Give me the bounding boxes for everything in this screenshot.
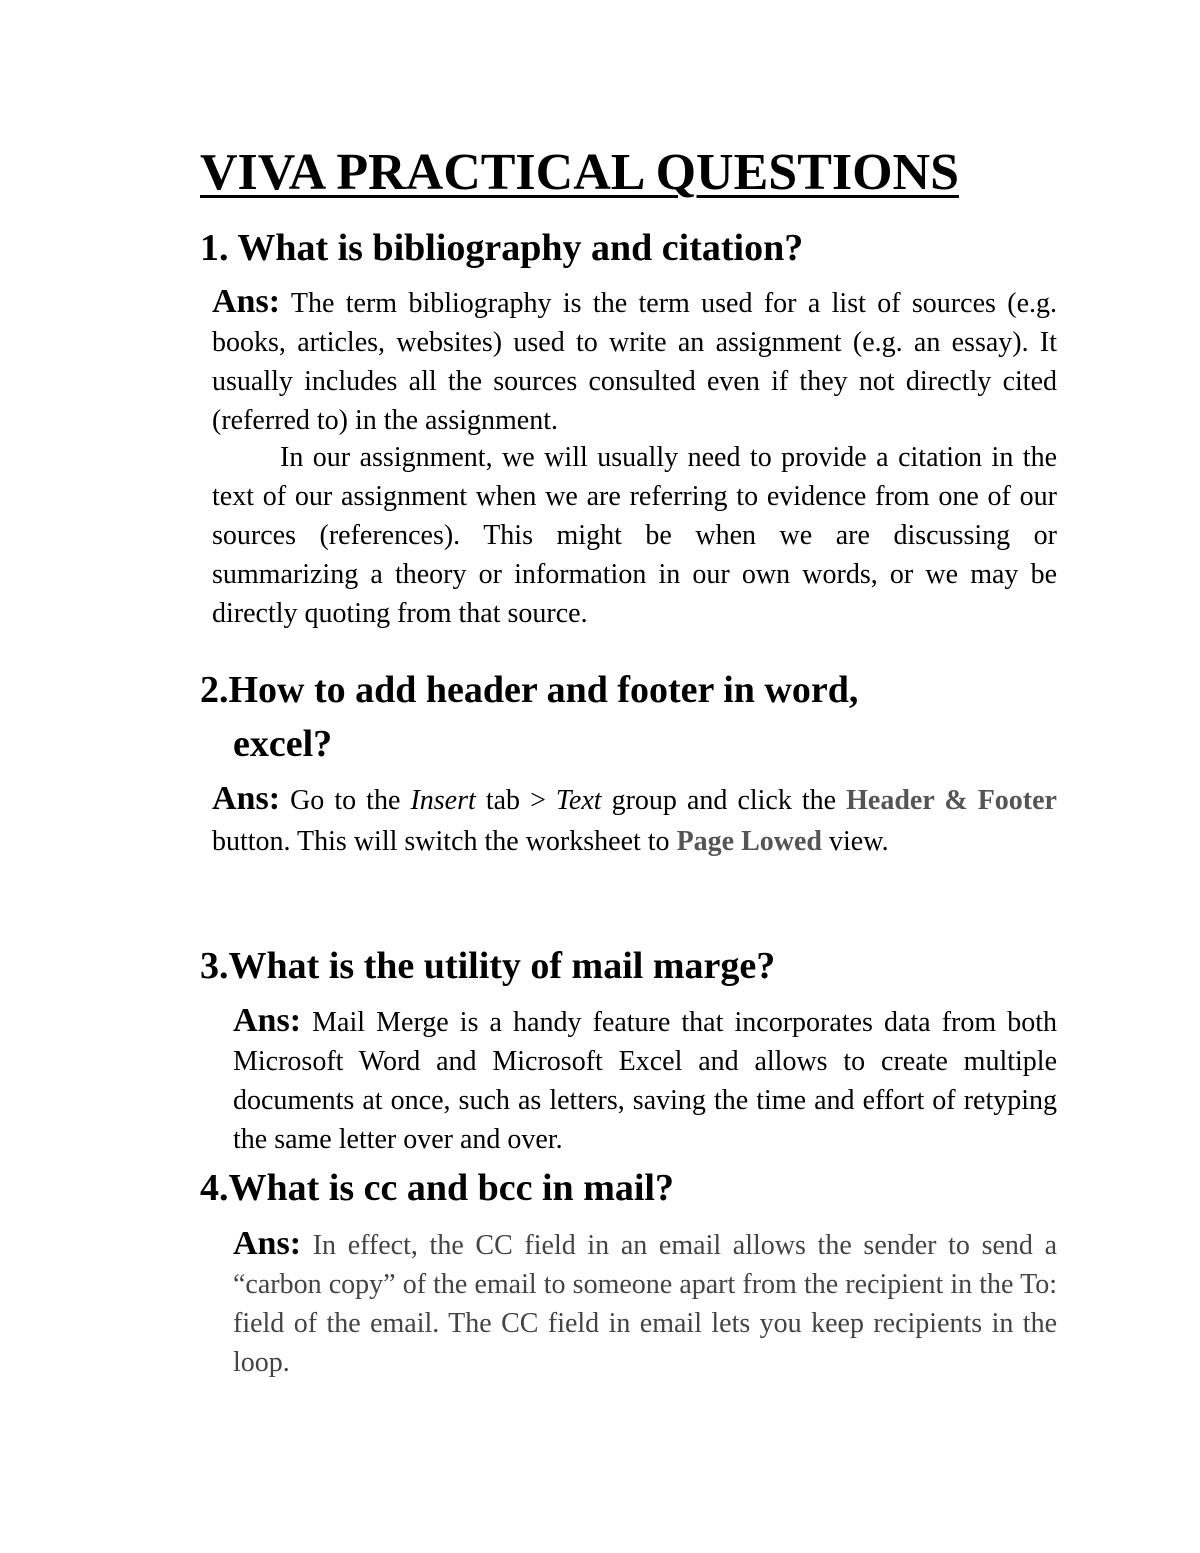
answer-text: button. This will switch the worksheet to [212, 826, 670, 857]
question-number: 2. [200, 669, 229, 711]
question-number: 1. [200, 227, 229, 269]
question-text: How to add header and footer in word, [228, 669, 859, 711]
question-text: excel? [233, 723, 333, 765]
question-text: What is cc and bcc in mail? [228, 1167, 674, 1209]
answer-label: Ans: [233, 1002, 302, 1039]
page-title: VIVA PRACTICAL QUESTIONS [200, 144, 960, 201]
question-text: What is bibliography and citation? [237, 227, 804, 269]
answer-label: Ans: [212, 283, 281, 320]
answer-1-paragraph-2 [212, 438, 1057, 633]
answer-paragraph: The term bibliography is the term used for a list of sources (e.g. books, articles, websites) used to write an assignment (e.g. an essay). It usually includes all the sources consulted even if they not directly cited (referred to) in the assignment. [212, 288, 1057, 436]
answer-paragraph: Mail Merge is a handy feature that incorporates data from both Microsoft Word and Microsoft Excel and allows to create multiple documents at once, such as letters, saving the time and effort of retyping the same letter over and over. [233, 1007, 1058, 1155]
text-group-ref: Text [555, 785, 602, 816]
question-2 [200, 662, 858, 718]
page-layout-ref: Page Lowed [676, 826, 822, 857]
answer-1 [212, 282, 1057, 440]
answer-text: Go to the [290, 785, 401, 816]
answer-paragraph: In our assignment, we will usually need to provide a citation in the text of our assignment when we are referring to evidence from one of our sources (references). This might be when we are discussing or summarizing a theory or information in our own words, or we may be directly quoting from that source. [212, 442, 1057, 629]
question-number: 3. [200, 945, 229, 987]
answer-4 [233, 1224, 1057, 1382]
answer-3 [233, 1001, 1057, 1159]
question-3 [200, 938, 775, 994]
answer-label: Ans: [212, 780, 281, 817]
answer-paragraph: In effect, the CC field in an email allows the sender to send a “carbon copy” of the email to someone apart from the recipient in the To: field of the email. The CC field in email lets you keep recipients in the loop. [233, 1230, 1058, 1378]
question-text: What is the utility of mail marge? [228, 945, 776, 987]
question-number: 4. [200, 1167, 229, 1209]
answer-text: tab > [485, 785, 546, 816]
answer-2 [212, 778, 1057, 862]
answer-text: group and click the [611, 785, 837, 816]
question-4 [200, 1160, 674, 1216]
question-1 [200, 220, 803, 276]
answer-text: view. [829, 826, 889, 857]
answer-label: Ans: [233, 1225, 302, 1262]
header-footer-ref: Header & Footer [846, 785, 1057, 816]
insert-tab-ref: Insert [410, 785, 476, 816]
question-2-line-2 [233, 716, 332, 772]
